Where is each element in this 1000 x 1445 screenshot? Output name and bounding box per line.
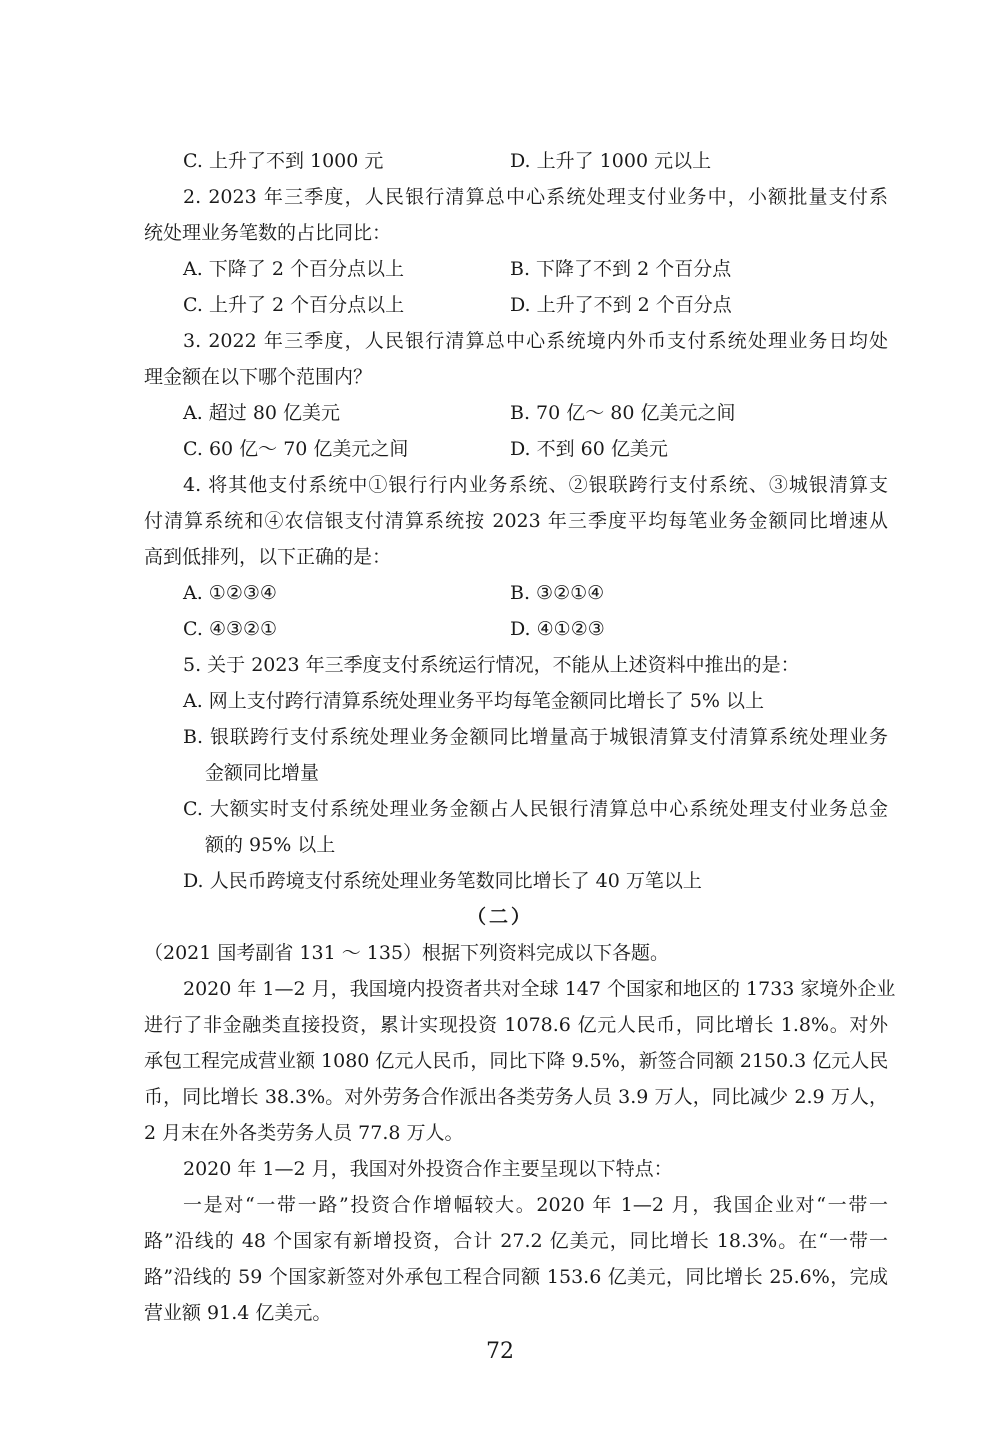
q3-option-d: D. 不到 60 亿美元	[510, 438, 668, 460]
q5-option-b-line1: B. 银联跨行支付系统处理业务金额同比增量高于城银清算支付清算系统处理业务	[183, 726, 888, 748]
paragraph-1-line-3: 承包工程完成营业额 1080 亿元人民币，同比下降 9.5%，新签合同额 2150.3 亿元人民	[144, 1050, 889, 1072]
section-intro: （2021 国考副省 131 ～ 135）根据下列资料完成以下各题。	[144, 942, 670, 964]
section-heading: （二）	[466, 906, 533, 928]
q4-stem-line2: 付清算系统和④农信银支付清算系统按 2023 年三季度平均每笔业务金额同比增速从	[144, 510, 888, 532]
paragraph-1-line-1: 2020 年 1—2 月，我国境内投资者共对全球 147 个国家和地区的 1733 家境外企业	[183, 978, 896, 1000]
q4-option-d: D. ④①②③	[510, 618, 605, 640]
q2-option-b: B. 下降了不到 2 个百分点	[510, 258, 732, 280]
q3-option-a: A. 超过 80 亿美元	[183, 402, 341, 424]
paragraph-3-line-1: 一是对“一带一路”投资合作增幅较大。2020 年 1—2 月，我国企业对“一带一	[183, 1194, 888, 1216]
q2-option-d: D. 上升了不到 2 个百分点	[510, 294, 732, 316]
q5-option-a: A. 网上支付跨行清算系统处理业务平均每笔金额同比增长了 5% 以上	[183, 690, 765, 712]
paragraph-2: 2020 年 1—2 月，我国对外投资合作主要呈现以下特点：	[183, 1158, 673, 1180]
q1-option-c: C. 上升了不到 1000 元	[183, 150, 384, 172]
q4-option-c: C. ④③②①	[183, 618, 278, 640]
q5-option-c-line1: C. 大额实时支付系统处理业务金额占人民银行清算总中心系统处理支付业务总金	[183, 798, 888, 820]
q5-option-d: D. 人民币跨境支付系统处理业务笔数同比增长了 40 万笔以上	[183, 870, 702, 892]
paragraph-1-line-2: 进行了非金融类直接投资，累计实现投资 1078.6 亿元人民币，同比增长 1.8%。对外	[144, 1014, 888, 1036]
q1-option-d: D. 上升了 1000 元以上	[510, 150, 712, 172]
paragraph-3-line-3: 路”沿线的 59 个国家新签对外承包工程合同额 153.6 亿美元，同比增长 25.6%，完成	[144, 1266, 888, 1288]
q5-option-b-line2: 金额同比增量	[205, 762, 320, 784]
q4-stem-line1: 4. 将其他支付系统中①银行行内业务系统、②银联跨行支付系统、③城银清算支	[183, 474, 888, 496]
q2-option-a: A. 下降了 2 个百分点以上	[183, 258, 404, 280]
q3-stem-line2: 理金额在以下哪个范围内？	[144, 366, 373, 388]
paragraph-3-line-4: 营业额 91.4 亿美元。	[144, 1302, 332, 1324]
paragraph-1-line-5: 2 月末在外各类劳务人员 77.8 万人。	[144, 1122, 464, 1144]
q3-option-b: B. 70 亿～ 80 亿美元之间	[510, 402, 736, 424]
q3-stem-line1: 3. 2022 年三季度，人民银行清算总中心系统境内外币支付系统处理业务日均处	[183, 330, 888, 352]
paragraph-3-line-2: 路”沿线的 48 个国家有新增投资，合计 27.2 亿美元，同比增长 18.3%。在“一带一	[144, 1230, 888, 1252]
q3-option-c: C. 60 亿～ 70 亿美元之间	[183, 438, 409, 460]
q5-stem: 5. 关于 2023 年三季度支付系统运行情况，不能从上述资料中推出的是：	[183, 654, 800, 676]
q5-option-c-line2: 额的 95% 以上	[205, 834, 336, 856]
q4-option-b: B. ③②①④	[510, 582, 605, 604]
q2-option-c: C. 上升了 2 个百分点以上	[183, 294, 405, 316]
page-number: 72	[486, 1339, 514, 1364]
q4-option-a: A. ①②③④	[183, 582, 277, 604]
q4-stem-line3: 高到低排列，以下正确的是：	[144, 546, 392, 568]
paragraph-1-line-4: 币，同比增长 38.3%。对外劳务合作派出各类劳务人员 3.9 万人，同比减少 2.9 万人，	[144, 1086, 888, 1108]
q2-stem-line2: 统处理业务笔数的占比同比：	[144, 222, 392, 244]
q2-stem-line1: 2. 2023 年三季度，人民银行清算总中心系统处理支付业务中，小额批量支付系	[183, 186, 888, 208]
